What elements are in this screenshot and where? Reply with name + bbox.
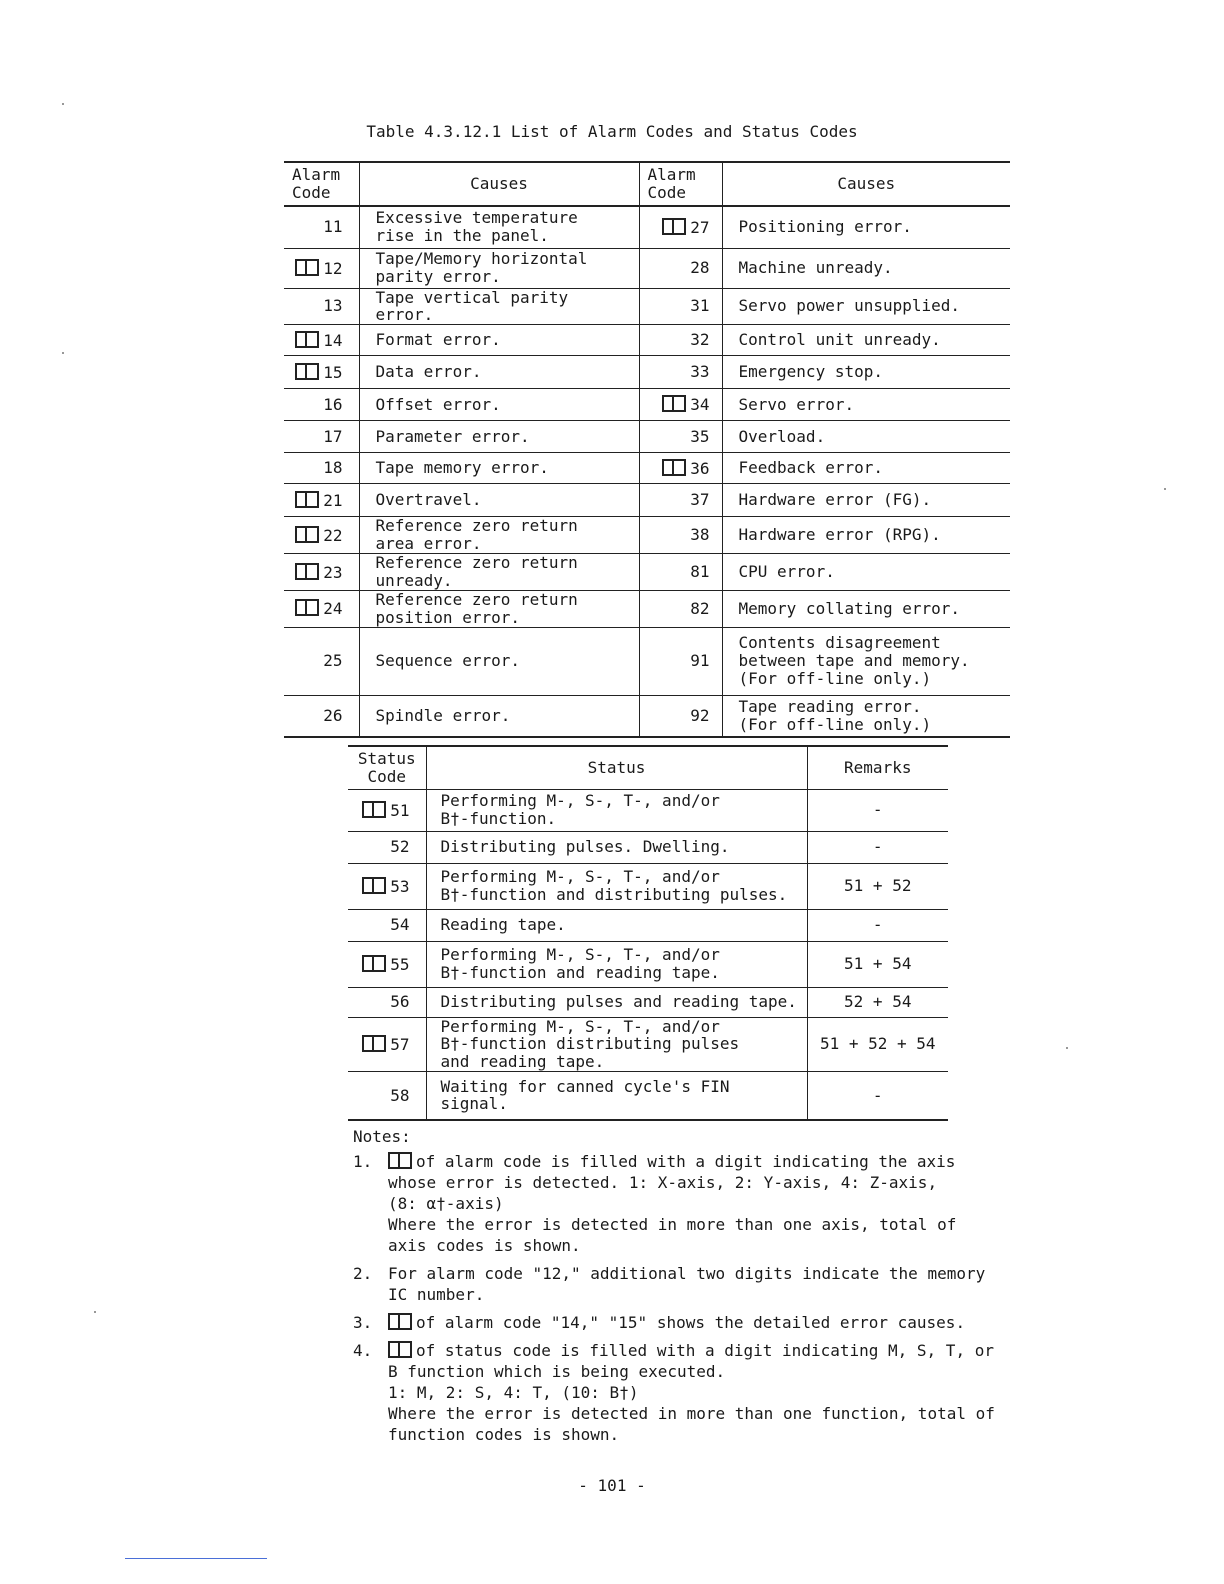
alarm-code-cell — [639, 590, 722, 627]
alarm-code-cell — [284, 484, 359, 517]
status-code-cell — [348, 1072, 426, 1120]
status-code-cell — [348, 1017, 426, 1072]
alarm-code: 27 — [690, 217, 710, 237]
alarm-code-cell — [639, 248, 722, 288]
alarm-code: 17 — [323, 426, 343, 446]
alarm-row — [284, 695, 1010, 737]
alarm-code: 21 — [323, 490, 343, 510]
note-item — [353, 1263, 1003, 1305]
alarm-cause: Data error. — [375, 362, 482, 382]
alarm-code-cell — [639, 484, 722, 517]
note-text: whose error is detected. 1: X-axis, 2: Y-axis, 4: Z-axis, — [388, 1173, 938, 1192]
status-description: Waiting for canned cycle's FIN signal. — [440, 1076, 730, 1114]
alarm-cause: Feedback error. — [738, 458, 883, 478]
alarm-cause: Parameter error. — [375, 426, 530, 446]
note-text: of alarm code is filled with a digit indicating the axis — [416, 1152, 956, 1171]
scan-speck — [1164, 488, 1166, 490]
placeholder-box-icon — [362, 801, 386, 818]
status-row — [348, 1072, 948, 1120]
alarm-row — [284, 206, 1010, 248]
scan-speck — [62, 352, 64, 354]
alarm-cause-cell — [722, 206, 1010, 248]
note-text: of alarm code "14," "15" shows the detailed error causes. — [416, 1313, 966, 1332]
status-description-cell — [426, 863, 807, 909]
status-code: 57 — [390, 1034, 410, 1054]
note-line — [388, 1340, 1003, 1361]
status-code-cell — [348, 789, 426, 831]
status-code-cell — [348, 863, 426, 909]
status-remarks: 52 + 54 — [844, 992, 912, 1012]
alarm-row — [284, 248, 1010, 288]
note-text: For alarm code "12," additional two digits indicate the memory — [388, 1264, 986, 1283]
scan-speck — [1066, 1047, 1068, 1049]
alarm-cause: Spindle error. — [375, 706, 511, 726]
status-remarks-cell — [807, 1072, 948, 1120]
placeholder-box-icon — [295, 363, 319, 380]
status-remarks-cell — [807, 1017, 948, 1072]
footer-rule — [125, 1558, 267, 1559]
note-line — [388, 1235, 1003, 1256]
placeholder-box-icon — [388, 1313, 412, 1330]
note-item — [353, 1151, 1003, 1256]
alarm-cause: Servo error. — [738, 394, 855, 414]
note-item — [353, 1312, 1003, 1333]
alarm-cause-cell — [359, 389, 639, 421]
note-line — [388, 1263, 1003, 1284]
status-remarks-cell — [807, 909, 948, 941]
alarm-cause-cell — [722, 248, 1010, 288]
alarm-cause-cell — [359, 554, 639, 591]
alarm-code: 15 — [323, 362, 343, 382]
note-text: Where the error is detected in more than one function, total of — [388, 1404, 995, 1423]
note-item — [353, 1340, 1003, 1445]
placeholder-box-icon — [662, 218, 686, 235]
placeholder-box-icon — [362, 877, 386, 894]
alarm-cause-cell — [722, 325, 1010, 356]
alarm-cause-cell — [359, 325, 639, 356]
alarm-cause-cell — [722, 590, 1010, 627]
alarm-cause: Tape vertical parity error. — [375, 287, 569, 325]
alarm-code: 38 — [690, 525, 710, 545]
alarm-cause: Overtravel. — [375, 490, 482, 510]
placeholder-box-icon — [295, 491, 319, 508]
status-description-cell — [426, 909, 807, 941]
status-remarks-cell — [807, 863, 948, 909]
status-code: 56 — [390, 992, 410, 1012]
status-description-cell — [426, 987, 807, 1017]
alarm-code: 34 — [690, 395, 710, 415]
alarm-code-cell — [284, 627, 359, 695]
placeholder-box-icon — [388, 1152, 412, 1169]
note-text: of status code is filled with a digit indicating M, S, T, or — [416, 1341, 994, 1360]
status-row — [348, 1017, 948, 1072]
alarm-cause-cell — [359, 421, 639, 453]
scan-speck — [94, 1311, 96, 1313]
status-remarks: - — [872, 1085, 883, 1105]
alarm-cause-cell — [722, 421, 1010, 453]
status-row — [348, 909, 948, 941]
status-header: Status — [426, 746, 807, 789]
alarm-code-cell — [639, 695, 722, 737]
placeholder-box-icon — [362, 955, 386, 972]
alarm-code-cell — [284, 590, 359, 627]
alarm-code: 24 — [323, 599, 343, 619]
alarm-cause: Memory collating error. — [738, 598, 961, 618]
status-description-cell — [426, 941, 807, 987]
alarm-code: 11 — [323, 217, 343, 237]
status-row — [348, 831, 948, 863]
alarm-cause-cell — [722, 695, 1010, 737]
alarm-code-cell — [284, 248, 359, 288]
alarm-cause: Machine unready. — [738, 258, 893, 278]
alarm-code-cell — [284, 517, 359, 554]
placeholder-box-icon — [295, 331, 319, 348]
alarm-code-header: Alarm Code — [284, 162, 359, 206]
alarm-cause: Tape reading error. (For off-line only.) — [738, 697, 932, 734]
alarm-header-row — [284, 162, 1010, 206]
alarm-row — [284, 389, 1010, 421]
alarm-row — [284, 288, 1010, 325]
alarm-cause-cell — [722, 356, 1010, 389]
note-number: 4. — [353, 1341, 373, 1360]
notes-section — [353, 1126, 1003, 1452]
alarm-code: 32 — [690, 330, 710, 350]
status-description: Performing M-, S-, T-, and/or B†-function and distributing pulses. — [440, 867, 788, 904]
alarm-row — [284, 325, 1010, 356]
alarm-row — [284, 590, 1010, 627]
remarks-header: Remarks — [807, 746, 948, 789]
status-code: 58 — [390, 1085, 410, 1105]
alarm-code: 37 — [690, 490, 710, 510]
alarm-cause: Contents disagreement between tape and memory. (For off-line only.) — [738, 633, 970, 689]
alarm-cause-cell — [359, 248, 639, 288]
status-description: Performing M-, S-, T-, and/or B†-function. — [440, 791, 720, 828]
status-code-cell — [348, 831, 426, 863]
alarm-cause: Hardware error (RPG). — [738, 525, 941, 545]
status-description: Performing M-, S-, T-, and/or B†-function distributing pulses and reading tape. — [440, 1016, 740, 1072]
notes-title: Notes: — [353, 1127, 411, 1146]
alarm-cause: Reference zero return position error. — [375, 589, 578, 627]
alarm-causes-header: Causes — [722, 162, 1010, 206]
alarm-row — [284, 484, 1010, 517]
alarm-cause: Excessive temperature rise in the panel. — [375, 208, 578, 246]
placeholder-box-icon — [662, 395, 686, 412]
status-code: 53 — [390, 876, 410, 896]
alarm-code: 36 — [690, 458, 710, 478]
note-line — [388, 1424, 1003, 1445]
status-remarks-cell — [807, 987, 948, 1017]
placeholder-box-icon — [295, 526, 319, 543]
status-description-cell — [426, 1072, 807, 1120]
note-line — [388, 1312, 1003, 1333]
alarm-code-cell — [639, 288, 722, 325]
placeholder-box-icon — [662, 459, 686, 476]
alarm-cause: Tape memory error. — [375, 458, 549, 478]
alarm-cause-cell — [722, 288, 1010, 325]
alarm-row — [284, 554, 1010, 591]
status-header-row — [348, 746, 948, 789]
placeholder-box-icon — [388, 1341, 412, 1358]
alarm-code-cell — [284, 206, 359, 248]
alarm-cause-cell — [359, 590, 639, 627]
status-remarks-cell — [807, 941, 948, 987]
alarm-code: 91 — [690, 651, 710, 671]
note-text: (8: α†-axis) — [388, 1194, 504, 1213]
placeholder-box-icon — [295, 563, 319, 580]
alarm-code-cell — [639, 325, 722, 356]
alarm-cause-cell — [359, 517, 639, 554]
alarm-code-cell — [639, 554, 722, 591]
alarm-code: 81 — [690, 562, 710, 582]
note-line — [388, 1193, 1003, 1214]
status-description-cell — [426, 1017, 807, 1072]
note-text: axis codes is shown. — [388, 1236, 581, 1255]
scan-speck — [62, 103, 64, 105]
alarm-code-cell — [284, 288, 359, 325]
alarm-cause: Positioning error. — [738, 217, 912, 237]
status-code-cell — [348, 987, 426, 1017]
alarm-cause: Emergency stop. — [738, 362, 883, 382]
alarm-code: 22 — [323, 525, 343, 545]
alarm-code: 14 — [323, 330, 343, 350]
alarm-cause: Sequence error. — [375, 651, 520, 671]
alarm-cause: Reference zero return unready. — [375, 553, 578, 591]
alarm-code: 13 — [323, 296, 343, 316]
alarm-causes-header: Causes — [359, 162, 639, 206]
status-code-cell — [348, 941, 426, 987]
alarm-code-cell — [639, 389, 722, 421]
status-code: 55 — [390, 954, 410, 974]
alarm-cause: Overload. — [738, 426, 826, 446]
alarm-code: 16 — [323, 394, 343, 414]
table-caption: Table 4.3.12.1 List of Alarm Codes and Status Codes — [366, 122, 858, 141]
status-remarks: 51 + 54 — [844, 954, 912, 974]
alarm-code: 18 — [323, 458, 343, 478]
alarm-code: 33 — [690, 362, 710, 382]
alarm-code: 23 — [323, 562, 343, 582]
alarm-code-table — [284, 161, 1010, 738]
alarm-code-header: Alarm Code — [639, 162, 722, 206]
status-remarks-cell — [807, 789, 948, 831]
placeholder-box-icon — [295, 259, 319, 276]
alarm-code: 35 — [690, 426, 710, 446]
alarm-cause-cell — [722, 453, 1010, 484]
alarm-code: 28 — [690, 258, 710, 278]
alarm-code: 92 — [690, 706, 710, 726]
alarm-cause: CPU error. — [738, 562, 835, 582]
alarm-cause: Tape/Memory horizontal parity error. — [375, 249, 588, 286]
alarm-cause-cell — [359, 453, 639, 484]
alarm-code-cell — [284, 695, 359, 737]
note-number: 2. — [353, 1264, 373, 1283]
alarm-cause-cell — [722, 484, 1010, 517]
note-line — [388, 1151, 1003, 1172]
alarm-code-cell — [284, 453, 359, 484]
status-row — [348, 789, 948, 831]
alarm-row — [284, 517, 1010, 554]
note-line — [388, 1382, 1003, 1403]
alarm-cause-cell — [359, 484, 639, 517]
alarm-cause-cell — [359, 695, 639, 737]
status-code: 51 — [390, 800, 410, 820]
alarm-cause-cell — [359, 206, 639, 248]
note-text: function codes is shown. — [388, 1425, 620, 1444]
status-description-cell — [426, 789, 807, 831]
alarm-code: 12 — [323, 258, 343, 278]
alarm-cause: Hardware error (FG). — [738, 490, 932, 510]
alarm-code-cell — [639, 421, 722, 453]
status-row — [348, 987, 948, 1017]
status-row — [348, 863, 948, 909]
note-text: IC number. — [388, 1285, 485, 1304]
status-row — [348, 941, 948, 987]
alarm-code-cell — [284, 356, 359, 389]
note-text: Where the error is detected in more than one axis, total of — [388, 1215, 957, 1234]
page-number: - 101 - — [578, 1476, 646, 1495]
alarm-cause: Control unit unready. — [738, 330, 941, 350]
alarm-code-cell — [639, 206, 722, 248]
note-line — [388, 1403, 1003, 1424]
status-remarks: 51 + 52 — [844, 876, 912, 896]
alarm-cause: Format error. — [375, 330, 501, 350]
alarm-cause: Reference zero return area error. — [375, 516, 578, 554]
status-code-table — [348, 745, 948, 1121]
alarm-code-cell — [639, 453, 722, 484]
status-code: 54 — [390, 915, 410, 935]
alarm-code: 82 — [690, 598, 710, 618]
status-remarks-cell — [807, 831, 948, 863]
status-remarks: 51 + 52 + 54 — [819, 1034, 936, 1054]
note-text: B function which is being executed. — [388, 1362, 726, 1381]
status-code: 52 — [390, 837, 410, 857]
alarm-cause-cell — [722, 554, 1010, 591]
note-line — [388, 1284, 1003, 1305]
note-number: 3. — [353, 1313, 373, 1332]
note-line — [388, 1361, 1003, 1382]
note-number: 1. — [353, 1152, 373, 1171]
alarm-code: 26 — [323, 706, 343, 726]
status-remarks: - — [872, 915, 883, 935]
alarm-cause-cell — [722, 389, 1010, 421]
note-line — [388, 1214, 1003, 1235]
alarm-code-cell — [284, 554, 359, 591]
alarm-code-cell — [639, 356, 722, 389]
alarm-cause-cell — [722, 517, 1010, 554]
alarm-code-cell — [639, 627, 722, 695]
notes-list — [353, 1151, 1003, 1445]
status-remarks: - — [872, 837, 883, 857]
status-code-cell — [348, 909, 426, 941]
alarm-code-cell — [284, 421, 359, 453]
alarm-code-cell — [639, 517, 722, 554]
alarm-row — [284, 421, 1010, 453]
note-line — [388, 1172, 1003, 1193]
alarm-code: 25 — [323, 651, 343, 671]
note-text: 1: M, 2: S, 4: T, (10: B†) — [388, 1383, 639, 1402]
alarm-cause-cell — [722, 627, 1010, 695]
alarm-row — [284, 356, 1010, 389]
status-code-header: Status Code — [348, 746, 426, 789]
alarm-row — [284, 453, 1010, 484]
alarm-cause: Offset error. — [375, 394, 501, 414]
status-description: Performing M-, S-, T-, and/or B†-function and reading tape. — [440, 945, 720, 982]
placeholder-box-icon — [362, 1035, 386, 1052]
alarm-cause: Servo power unsupplied. — [738, 296, 961, 316]
alarm-cause-cell — [359, 627, 639, 695]
alarm-code-cell — [284, 325, 359, 356]
status-description: Reading tape. — [440, 915, 566, 935]
status-description: Distributing pulses. Dwelling. — [440, 837, 730, 857]
alarm-code: 31 — [690, 296, 710, 316]
alarm-cause-cell — [359, 356, 639, 389]
alarm-code-cell — [284, 389, 359, 421]
alarm-row — [284, 627, 1010, 695]
placeholder-box-icon — [295, 599, 319, 616]
status-remarks: - — [872, 800, 883, 820]
status-description-cell — [426, 831, 807, 863]
alarm-cause-cell — [359, 288, 639, 325]
status-description: Distributing pulses and reading tape. — [440, 992, 797, 1012]
